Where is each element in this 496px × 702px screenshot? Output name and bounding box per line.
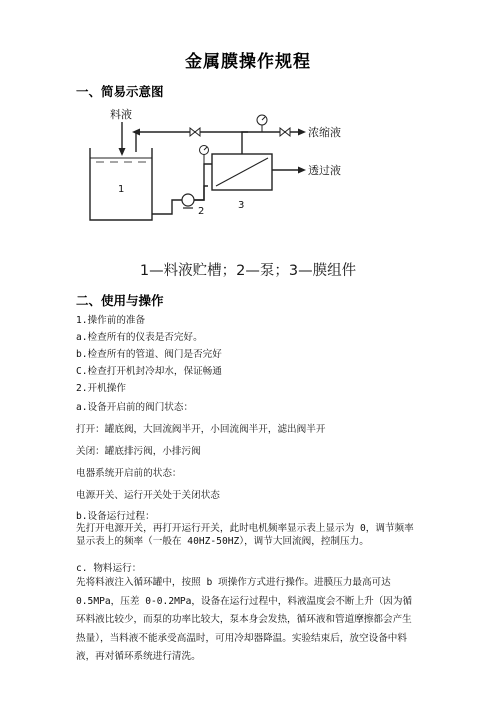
membrane-process-diagram xyxy=(80,102,380,252)
tank-number: 1 xyxy=(118,184,125,195)
membrane-number: 3 xyxy=(238,200,245,211)
text-line: 2.开机操作 xyxy=(76,383,126,394)
valve-icon xyxy=(190,128,200,136)
page-title: 金属膜操作规程 xyxy=(185,52,311,72)
text-line: a.设备开启前的阀门状态： xyxy=(76,402,194,413)
section-heading-diagram: 一、简易示意图 xyxy=(76,84,164,99)
text-line: a.检查所有的仪表是否完好。 xyxy=(76,332,203,343)
paragraph-operation-c: 先将料液注入循环罐中，按照 b 项操作方式进行操作。进膜压力最高可达 0.5MPa，压差 0-0.2MPa，设备在运行过程中，料液温度会不断上升（因为循环料液比较少，而泵的功率比较大，泵本身会发热，循环液和管道摩擦都会产生热量），当料液不能承受高温时，可用冷却器降温。实验结束后，放空设备中料液，再对循环系统进行清洗。 xyxy=(76,577,413,662)
concentrate-label: 浓缩液 xyxy=(308,126,341,139)
feed-label: 料液 xyxy=(110,108,132,121)
pump-number: 2 xyxy=(198,206,205,217)
text-line: 关闭：罐底排污阀，小排污阀 xyxy=(76,446,201,457)
section-heading-operation: 二、使用与操作 xyxy=(76,293,164,308)
text-line: 1.操作前的准备 xyxy=(76,315,146,326)
text-line: b.设备运行过程： xyxy=(76,511,155,522)
valve-icon xyxy=(280,128,290,136)
text-line: 打开：罐底阀，大回流阀半开，小回流阀半开，滤出阀半开 xyxy=(76,424,326,435)
paragraph-operation-b: 先打开电源开关，再打开运行开关，此时电机频率显示表上显示为 0，调节频率显示表上的频率（一般在 40HZ-50HZ），调节大回流阀，控制压力。 xyxy=(76,523,414,547)
text-line: 电源开关、运行开关处于关闭状态 xyxy=(76,490,220,501)
text-line: C.检查打开机封冷却水，保证畅通 xyxy=(76,366,222,377)
concentrate-pipe xyxy=(242,132,300,154)
diagram-caption: 1—料液贮槽；2—泵；3—膜组件 xyxy=(139,263,357,279)
text-line: c. 物料运行： xyxy=(76,563,142,574)
pump-icon xyxy=(182,194,194,206)
text-line: b.检查所有的管道、阀门是否完好 xyxy=(76,349,222,360)
permeate-label: 透过液 xyxy=(308,164,341,177)
text-line: 电器系统开启前的状态： xyxy=(76,468,182,479)
